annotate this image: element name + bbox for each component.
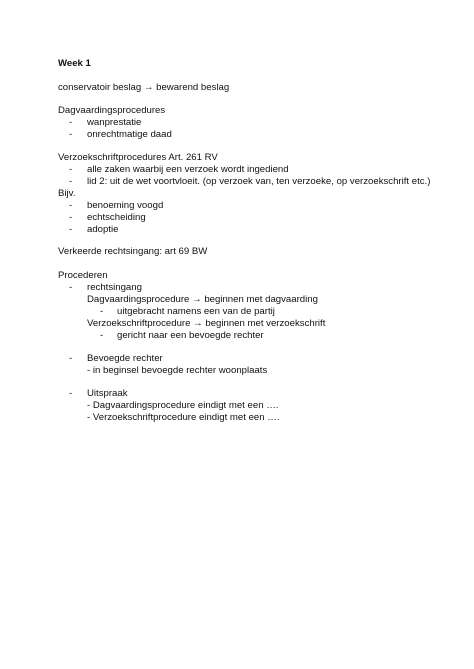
list-item: benoeming voogd [87, 200, 164, 211]
list-dash: - [69, 388, 73, 399]
list-dash: - [69, 164, 73, 175]
list-item: uitgebracht namens een van de partij [117, 306, 275, 317]
list-item: - in beginsel bevoegde rechter woonplaats [87, 365, 268, 376]
list-item: wanprestatie [87, 117, 142, 128]
list-dash: - [69, 282, 73, 293]
list-dash: - [69, 176, 73, 187]
page-title: Week 1 [58, 58, 91, 69]
list-dash: - [69, 129, 73, 140]
beslag-line: conservatoir beslag → bewarend beslag [58, 82, 230, 93]
list-dash: - [100, 330, 104, 341]
dagvaarding-procedure-line: Dagvaardingsprocedure → beginnen met dagvaarding [87, 294, 318, 305]
list-dash: - [69, 117, 73, 128]
list-dash: - [69, 212, 73, 223]
verzoekschrift-heading: Verzoekschriftprocedures Art. 261 RV [58, 152, 218, 163]
list-item: Uitspraak [87, 388, 128, 399]
list-item: - Dagvaardingsprocedure eindigt met een …. [87, 400, 279, 411]
list-item: lid 2: uit de wet voortvloeit. (op verzoek van, ten verzoeke, op verzoekschrift etc.) [87, 176, 431, 187]
list-item: - Verzoekschriftprocedure eindigt met een …. [87, 412, 280, 423]
list-dash: - [69, 224, 73, 235]
list-item: rechtsingang [87, 282, 142, 293]
procederen-heading: Procederen [58, 270, 108, 281]
list-dash: - [100, 306, 104, 317]
list-item: adoptie [87, 224, 119, 235]
dagvaarding-heading: Dagvaardingsprocedures [58, 105, 166, 116]
list-item: echtscheiding [87, 212, 146, 223]
list-item: onrechtmatige daad [87, 129, 172, 140]
list-item: alle zaken waarbij een verzoek wordt ingediend [87, 164, 289, 175]
list-dash: - [69, 353, 73, 364]
bijv-label: Bijv. [58, 188, 76, 199]
list-item: Bevoegde rechter [87, 353, 163, 364]
verzoekschrift-procedure-line: Verzoekschriftprocedure → beginnen met verzoekschrift [87, 318, 326, 329]
list-dash: - [69, 200, 73, 211]
verkeerde-rechtsingang-line: Verkeerde rechtsingang: art 69 BW [58, 246, 208, 257]
list-item: gericht naar een bevoegde rechter [117, 330, 264, 341]
